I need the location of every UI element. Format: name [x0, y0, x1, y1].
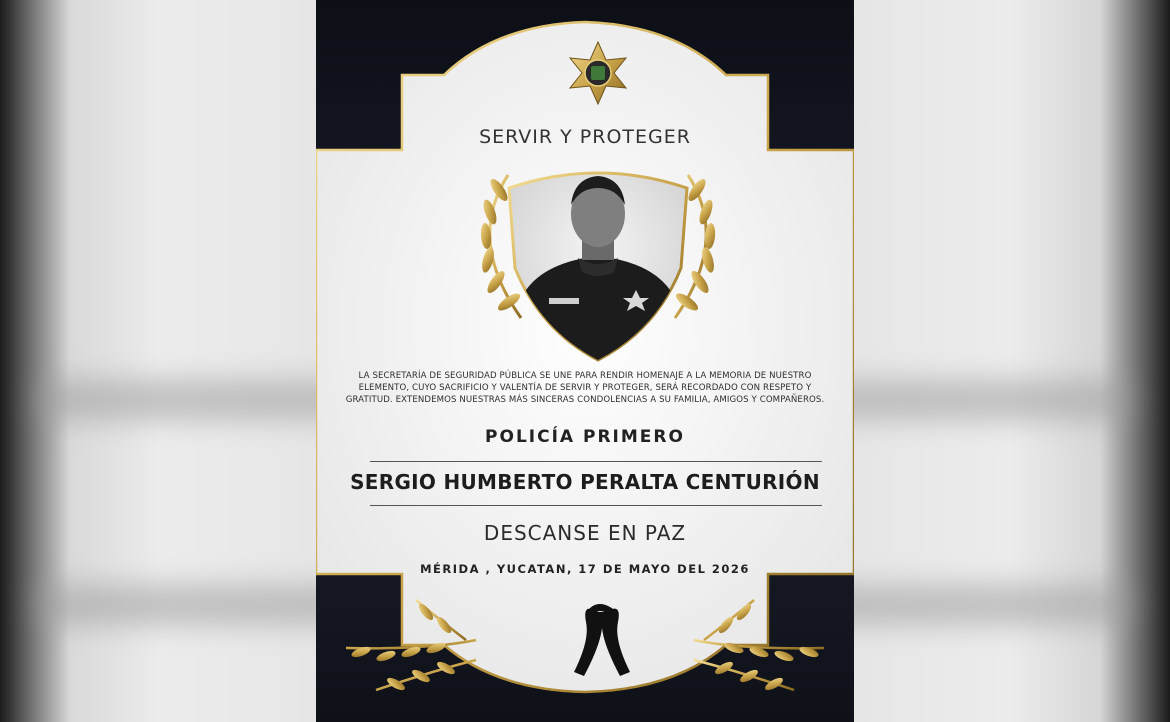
- place-and-date: MÉRIDA , YUCATAN, 17 DE MAYO DEL 2026: [420, 562, 750, 576]
- motto: SERVIR Y PROTEGER: [479, 126, 691, 148]
- officer-name: SERGIO HUMBERTO PERALTA CENTURIÓN: [350, 470, 820, 494]
- rest-in-peace: DESCANSE EN PAZ: [483, 521, 687, 545]
- card-frame: [316, 0, 854, 722]
- divider: [370, 505, 822, 506]
- divider: [370, 461, 822, 462]
- memorial-card: [316, 0, 854, 722]
- rank-title: POLICÍA PRIMERO: [485, 427, 685, 447]
- tribute-message: LA SECRETARÍA DE SEGURIDAD PÚBLICA SE UNE PARA RENDIR HOMENAJE A LA MEMORIA DE NUESTRO ELEMENTO, CUYO SACRIFICIO Y VALENTÍA DE SERVIR Y PROTEGER, SERÁ RECORDADO CON RESPETO Y GRATITUD. EXTENDEMOS NUESTRAS MÁS SINCERAS CONDOLENCIAS A SU FAMILIA, AMIGOS Y COMPAÑEROS.: [345, 371, 825, 405]
